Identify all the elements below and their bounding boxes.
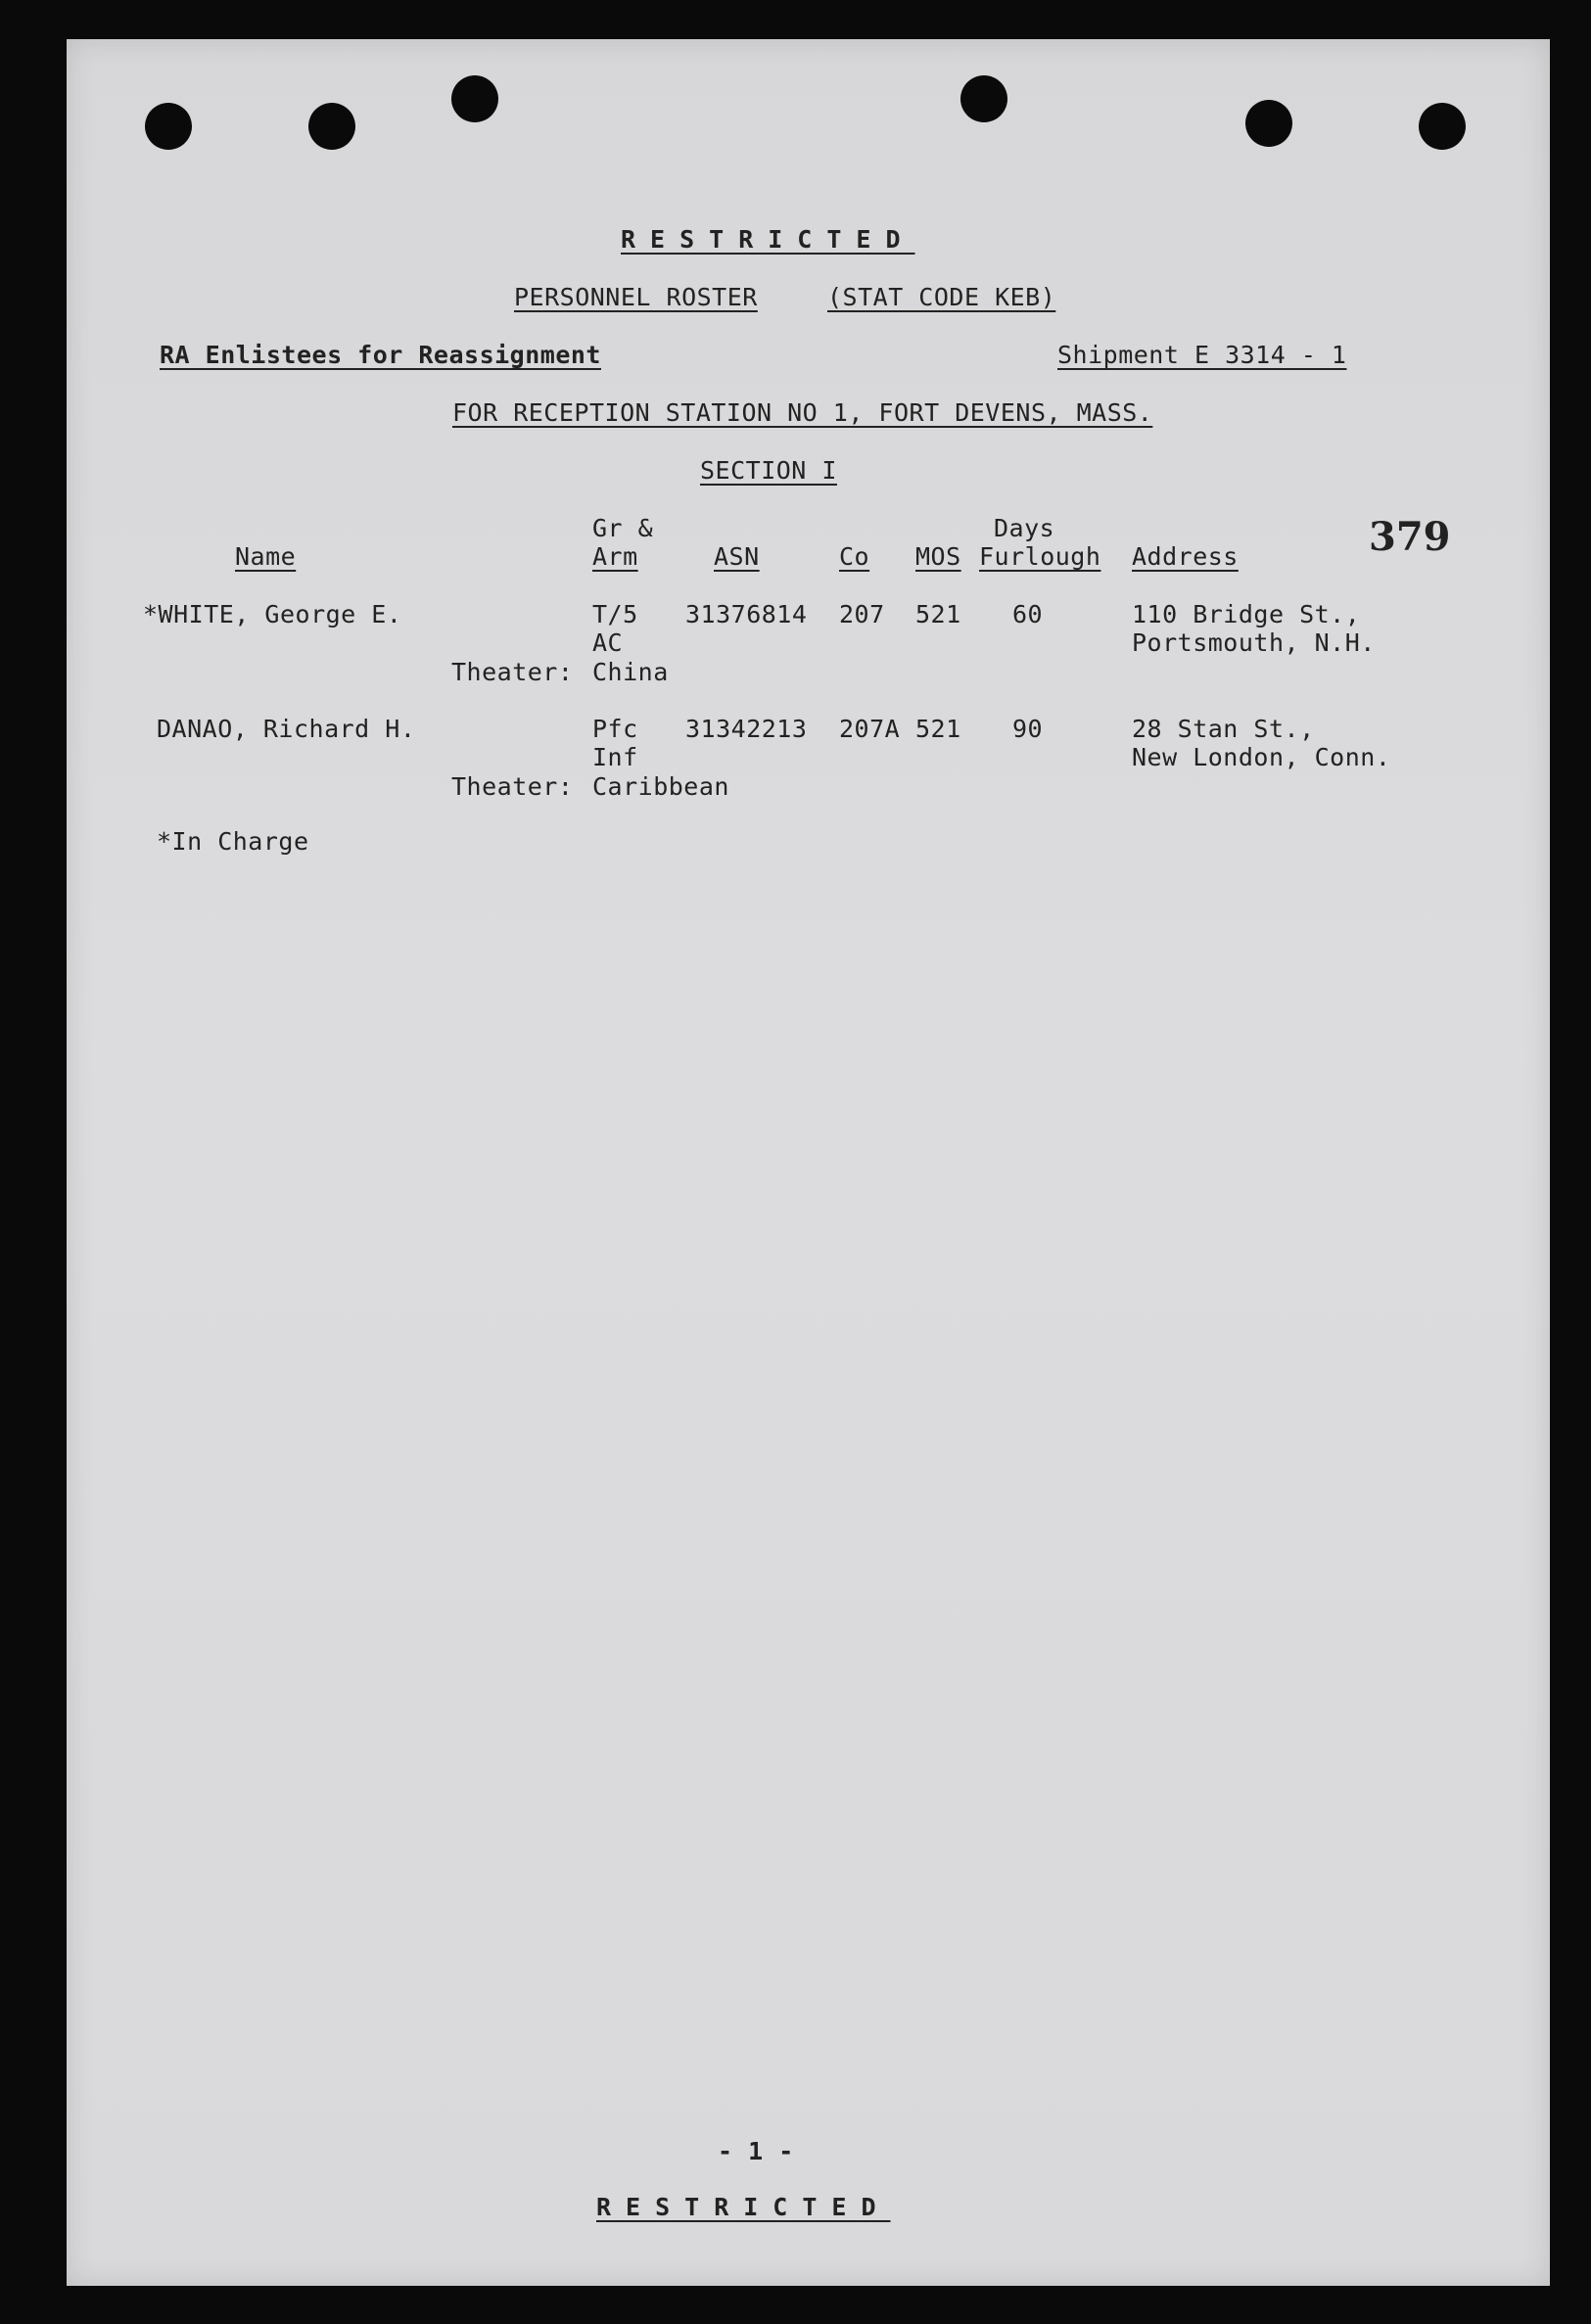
punch-hole — [960, 75, 1007, 122]
row-theater: China — [592, 658, 669, 686]
document-page — [67, 39, 1550, 2286]
row-mos: 521 — [915, 715, 961, 743]
shipment-number: Shipment E 3314 - 1 — [1057, 341, 1347, 369]
row-grade: Pfc — [592, 715, 638, 743]
row-address-line2: Portsmouth, N.H. — [1132, 628, 1376, 657]
punch-hole — [308, 103, 355, 150]
row-co: 207 — [839, 600, 885, 628]
col-address: Address — [1132, 542, 1239, 571]
theater-label: Theater: — [451, 658, 574, 686]
punch-hole — [145, 103, 192, 150]
row-name: *WHITE, George E. — [143, 600, 402, 628]
col-days-line1: Days — [994, 514, 1055, 542]
punch-hole — [451, 75, 498, 122]
row-co: 207A — [839, 715, 901, 743]
section-title: SECTION I — [700, 456, 837, 485]
row-address-line1: 110 Bridge St., — [1132, 600, 1361, 628]
row-theater: Caribbean — [592, 772, 729, 801]
row-days: 90 — [1012, 715, 1044, 743]
row-arm: Inf — [592, 743, 638, 771]
destination: FOR RECEPTION STATION NO 1, FORT DEVENS, MASS. — [452, 398, 1153, 427]
col-asn: ASN — [714, 542, 760, 571]
col-mos: MOS — [915, 542, 961, 571]
stat-code: (STAT CODE KEB) — [827, 283, 1056, 311]
group-title: RA Enlistees for Reassignment — [160, 341, 601, 369]
col-arm: Arm — [592, 542, 638, 571]
theater-label: Theater: — [451, 772, 574, 801]
page-footer-number: - 1 - — [718, 2137, 794, 2165]
roster-title: PERSONNEL ROSTER — [514, 283, 758, 311]
row-mos: 521 — [915, 600, 961, 628]
row-address-line1: 28 Stan St., — [1132, 715, 1315, 743]
punch-hole — [1419, 103, 1466, 150]
col-co: Co — [839, 542, 870, 571]
classification-header: RESTRICTED — [621, 225, 915, 254]
row-address-line2: New London, Conn. — [1132, 743, 1391, 771]
punch-hole — [1245, 100, 1292, 147]
row-grade: T/5 — [592, 600, 638, 628]
row-asn: 31342213 — [685, 715, 808, 743]
footnote: *In Charge — [157, 827, 309, 856]
col-furlough: Furlough — [979, 542, 1101, 571]
row-name: DANAO, Richard H. — [157, 715, 416, 743]
col-name: Name — [235, 542, 297, 571]
row-arm: AC — [592, 628, 624, 657]
row-asn: 31376814 — [685, 600, 808, 628]
col-gr-line1: Gr & — [592, 514, 654, 542]
row-days: 60 — [1012, 600, 1044, 628]
classification-footer: RESTRICTED — [596, 2193, 891, 2221]
page-number-stamp: 379 — [1369, 514, 1451, 560]
